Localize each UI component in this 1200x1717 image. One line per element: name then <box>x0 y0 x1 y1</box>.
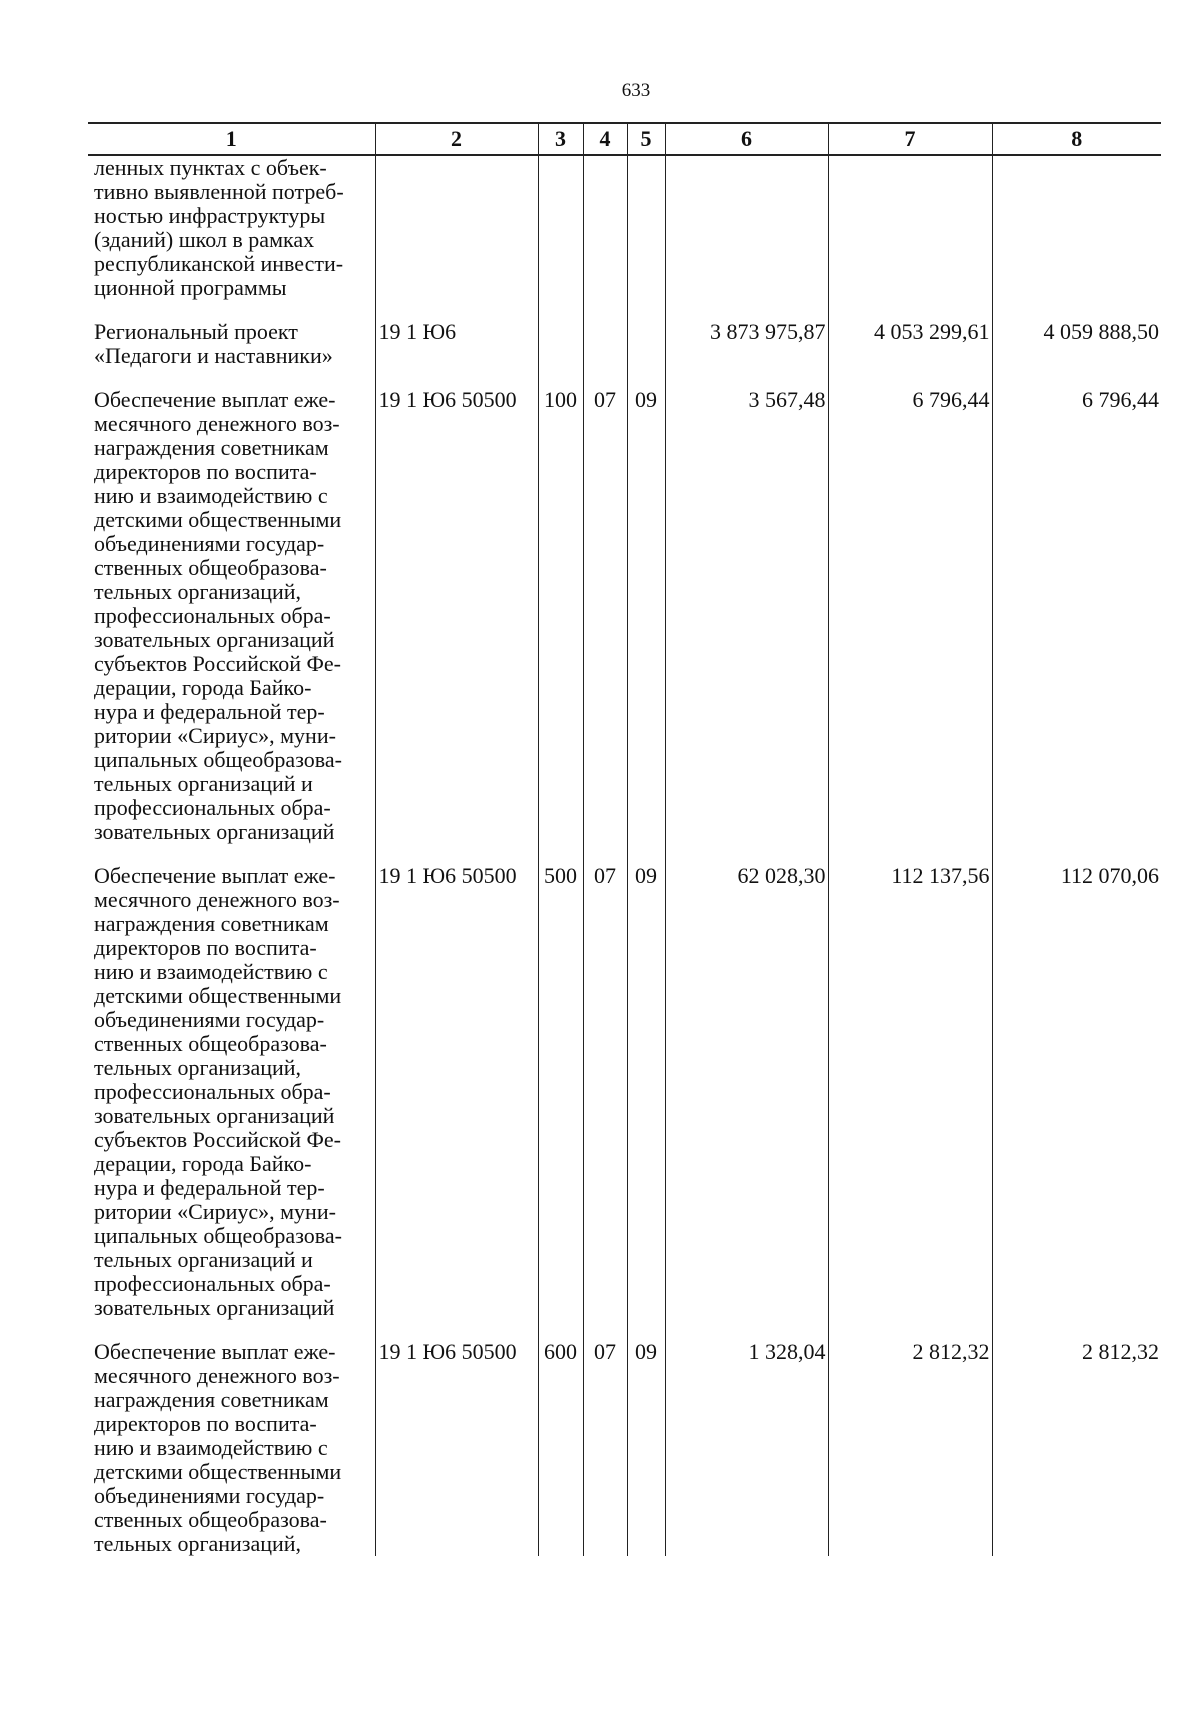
description-line: дерации, города Байко- <box>94 675 312 700</box>
description-line: объединениями государ- <box>94 531 325 556</box>
description-line: тивно выявленной потреб- <box>94 179 344 204</box>
row-description <box>88 155 375 320</box>
description-line: нию и взаимодействию с <box>94 483 328 508</box>
row-expense-type <box>538 155 583 320</box>
row-amount-col7: 4 053 299,61 <box>828 320 992 388</box>
table-body <box>88 155 1161 1556</box>
row-section: 07 <box>583 1340 627 1556</box>
column-header: 2 <box>375 123 538 155</box>
description-line: Обеспечение выплат еже- <box>94 863 336 888</box>
row-section <box>583 320 627 388</box>
description-line: Обеспечение выплат еже- <box>94 387 336 412</box>
row-code <box>375 155 538 320</box>
description-line: зовательных организаций <box>94 627 335 652</box>
row-code: 19 1 Ю6 <box>375 320 538 388</box>
row-amount-col6: 1 328,04 <box>665 1340 828 1556</box>
row-amount-col7: 112 137,56 <box>828 864 992 1340</box>
description-line: месячного денежного воз- <box>94 1363 340 1388</box>
description-line: профессиональных обра- <box>94 795 331 820</box>
column-header: 6 <box>665 123 828 155</box>
column-header: 3 <box>538 123 583 155</box>
row-amount-col6: 3 873 975,87 <box>665 320 828 388</box>
description-line: нура и федеральной тер- <box>94 1175 325 1200</box>
description-line: (зданий) школ в рамках <box>94 227 315 252</box>
row-expense-type: 500 <box>538 864 583 1340</box>
row-description <box>88 320 375 388</box>
column-header: 5 <box>627 123 665 155</box>
row-amount-col6: 3 567,48 <box>665 388 828 864</box>
row-code: 19 1 Ю6 50500 <box>375 388 538 864</box>
description-line: Обеспечение выплат еже- <box>94 1339 336 1364</box>
row-section <box>583 155 627 320</box>
description-line: директоров по воспита- <box>94 935 317 960</box>
table-row <box>88 1340 1161 1556</box>
row-code: 19 1 Ю6 50500 <box>375 864 538 1340</box>
row-amount-col7: 2 812,32 <box>828 1340 992 1556</box>
description-line: месячного денежного воз- <box>94 887 340 912</box>
description-line: зовательных организаций <box>94 1103 335 1128</box>
description-line: тельных организаций и <box>94 1247 313 1272</box>
description-line: профессиональных обра- <box>94 1079 331 1104</box>
table-row <box>88 155 1161 320</box>
description-line: нию и взаимодействию с <box>94 1435 328 1460</box>
row-expense-type: 100 <box>538 388 583 864</box>
description-line: объединениями государ- <box>94 1007 325 1032</box>
row-expense-type: 600 <box>538 1340 583 1556</box>
description-line: ностью инфраструктуры <box>94 203 326 228</box>
description-line: директоров по воспита- <box>94 1411 317 1436</box>
description-line: субъектов Российской Фе- <box>94 1127 341 1152</box>
description-line: «Педагоги и наставники» <box>94 343 333 368</box>
description-line: тельных организаций, <box>94 579 302 604</box>
description-line: тельных организаций и <box>94 771 313 796</box>
row-subsection <box>627 320 665 388</box>
row-amount-col6: 62 028,30 <box>665 864 828 1340</box>
row-subsection: 09 <box>627 864 665 1340</box>
row-amount-col8: 2 812,32 <box>992 1340 1161 1556</box>
description-line: награждения советникам <box>94 1387 329 1412</box>
header-row <box>88 123 1161 155</box>
row-description <box>88 864 375 1340</box>
description-line: профессиональных обра- <box>94 1271 331 1296</box>
row-amount-col8: 4 059 888,50 <box>992 320 1161 388</box>
description-line: детскими общественными <box>94 1459 342 1484</box>
description-line: награждения советникам <box>94 435 329 460</box>
description-line: ритории «Сириус», муни- <box>94 1199 336 1224</box>
description-line: зовательных организаций <box>94 819 335 844</box>
description-line: Региональный проект <box>94 319 298 344</box>
description-line: нию и взаимодействию с <box>94 959 328 984</box>
row-code: 19 1 Ю6 50500 <box>375 1340 538 1556</box>
row-amount-col6 <box>665 155 828 320</box>
row-description <box>88 388 375 864</box>
description-line: детскими общественными <box>94 983 342 1008</box>
description-line: нура и федеральной тер- <box>94 699 325 724</box>
page-number: 633 <box>621 80 651 101</box>
row-subsection: 09 <box>627 1340 665 1556</box>
column-header: 4 <box>583 123 627 155</box>
description-line: месячного денежного воз- <box>94 411 340 436</box>
description-line: ципальных общеобразова- <box>94 1223 342 1248</box>
description-line: республиканской инвести- <box>94 251 344 276</box>
table-row <box>88 320 1161 388</box>
column-header: 7 <box>828 123 992 155</box>
description-line: ственных общеобразова- <box>94 555 327 580</box>
row-section: 07 <box>583 864 627 1340</box>
row-amount-col7: 6 796,44 <box>828 388 992 864</box>
budget-table <box>88 122 1161 1556</box>
description-line: детскими общественными <box>94 507 342 532</box>
description-line: ционной программы <box>94 275 287 300</box>
table-row <box>88 864 1161 1340</box>
description-line: ственных общеобразова- <box>94 1031 327 1056</box>
description-line: директоров по воспита- <box>94 459 317 484</box>
row-subsection: 09 <box>627 388 665 864</box>
description-line: профессиональных обра- <box>94 603 331 628</box>
row-description <box>88 1340 375 1556</box>
description-line: дерации, города Байко- <box>94 1151 312 1176</box>
row-section: 07 <box>583 388 627 864</box>
row-amount-col8: 6 796,44 <box>992 388 1161 864</box>
description-line: ственных общеобразова- <box>94 1507 327 1532</box>
description-line: зовательных организаций <box>94 1295 335 1320</box>
column-header: 8 <box>992 123 1161 155</box>
row-amount-col7 <box>828 155 992 320</box>
description-line: тельных организаций, <box>94 1531 302 1556</box>
description-line: ленных пунктах с объек- <box>94 155 327 180</box>
row-amount-col8: 112 070,06 <box>992 864 1161 1340</box>
column-header: 1 <box>88 123 375 155</box>
description-line: ритории «Сириус», муни- <box>94 723 336 748</box>
description-line: объединениями государ- <box>94 1483 325 1508</box>
description-line: тельных организаций, <box>94 1055 302 1080</box>
description-line: ципальных общеобразова- <box>94 747 342 772</box>
description-line: награждения советникам <box>94 911 329 936</box>
row-subsection <box>627 155 665 320</box>
row-expense-type <box>538 320 583 388</box>
description-line: субъектов Российской Фе- <box>94 651 341 676</box>
row-amount-col8 <box>992 155 1161 320</box>
table-row <box>88 388 1161 864</box>
